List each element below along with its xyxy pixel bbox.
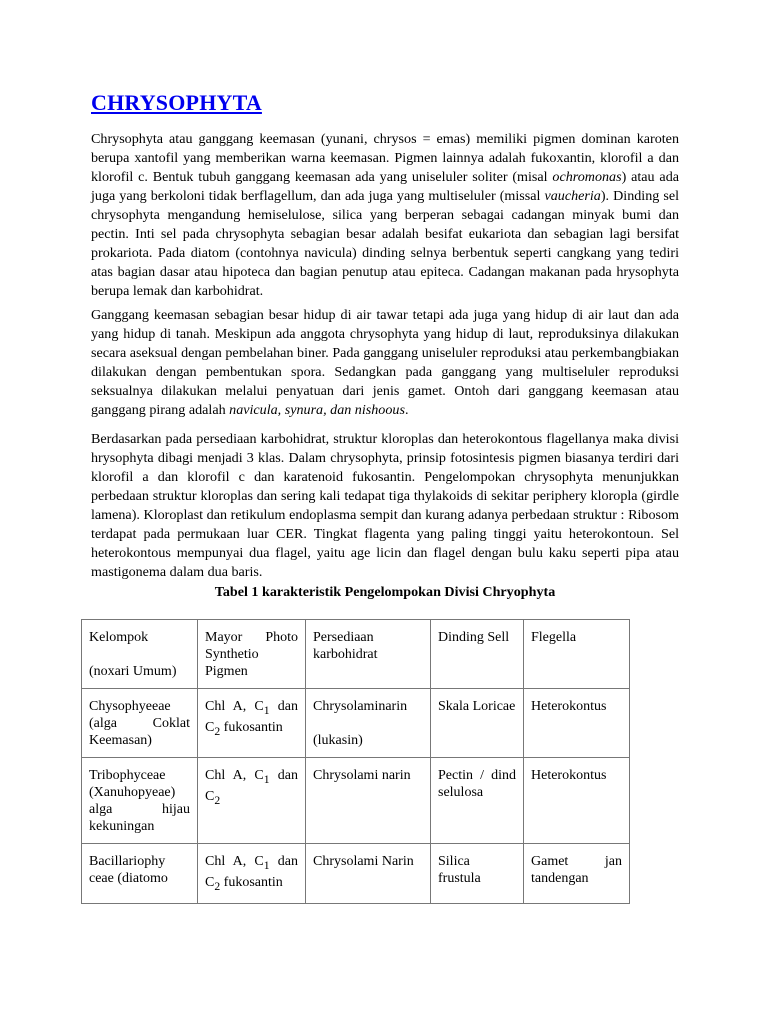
pigmen-text: Chl A, C — [205, 768, 264, 783]
cell-pigmen — [198, 844, 306, 904]
cell-pigmen — [198, 689, 306, 758]
header-kelompok — [82, 620, 198, 689]
pigmen-text: Chl A, C — [205, 699, 264, 714]
table-header-row — [82, 620, 630, 689]
pigmen-text: dan C — [205, 768, 299, 804]
paragraph-habitat-italic: navicula, synura, dan nishoous — [229, 402, 405, 418]
cell-karbohidrat: Chrysolami narin — [306, 758, 431, 844]
cell-karbohidrat: Chrysolami Narin — [306, 844, 431, 904]
paragraph-habitat-text: Ganggang keemasan sebagian besar hidup di air tawar tetapi ada juga yang hidup di air laut dan ada yang hidup di tanah. Meskipun ada anggota chrysophyta yang hidup di laut, reproduksinya dilakukan secara aseksual dengan pembelahan biner. Pada ganggang uniseluler reproduksi atau perkembangbiakan dilakukan dengan pembentukan spora. Sedangkan pada ganggang yang multiseluler reproduksi seksualnya dilakukan melalui penyatuan dari jenis gamet. Ontoh dari ganggang keemasan atau ganggang pirang adalah — [91, 307, 679, 418]
pigmen-text: Chl A, C — [205, 854, 264, 869]
paragraph-habitat-end: . — [404, 402, 409, 418]
cell-flagella: Heterokontus — [524, 689, 630, 758]
cell-kelompok: Tribophyceae (Xanuhopyeae) alga hijau kekuningan — [82, 758, 198, 844]
header-pigmen: Mayor Photo Synthetio Pigmen — [198, 620, 306, 689]
pigmen-subscript: 1 — [263, 772, 270, 786]
paragraph-intro-italic-2: vaucheria — [544, 188, 601, 204]
karbohidrat-text: Chrysolaminarin — [313, 699, 408, 714]
pigmen-text: dan C — [205, 854, 299, 890]
cell-kelompok: Bacillariophy ceae (diatomo — [82, 844, 198, 904]
pigmen-subscript: 1 — [263, 858, 270, 872]
table-caption: Tabel 1 karakteristik Pengelompokan Divisi Chryophyta — [214, 584, 556, 600]
cell-dinding: Skala Loricae — [431, 689, 524, 758]
cell-flagella — [524, 844, 630, 904]
pigmen-text: fukosantin — [220, 719, 283, 735]
header-karbohidrat: Persediaan karbohidrat — [306, 620, 431, 689]
paragraph-intro-italic-1: ochromonas — [552, 169, 622, 185]
pigmen-text: dan C — [205, 699, 299, 735]
paragraph-intro-text-2: ) atau ada juga yang berkoloni tidak berflagellum, dan ada juga yang multiseluler (missal — [91, 169, 679, 204]
cell-karbohidrat — [306, 689, 431, 758]
flagella-text: Gamet jan tandengan — [531, 854, 622, 886]
cell-flagella: Heterokontus — [524, 758, 630, 844]
pigmen-subscript: 1 — [263, 703, 270, 717]
paragraph-intro-text-3: ). Dinding sel chrysophyta mengandung hemiselulose, silica yang berperan sebagai cadangan minyak bumi dan pectin. Inti sel pada chrysophyta sebagian besar adalah besifat eukariota dan sebagian lagi bersifat prokariota. Pada diatom (contohnya navicula) dinding selnya berbentuk seperti cangkang yang tediri atas bagian dasar atau hipoteca dan bagian penutup atau epiteca. Cadangan makanan pada hrysophyta berupa lemak dan karbohidrat. — [91, 188, 680, 299]
pigmen-text: fukosantin — [220, 874, 283, 890]
paragraph-classification: Berdasarkan pada persediaan karbohidrat, struktur kloroplas dan heterokontous flagellanya maka divisi hrysophyta dibagi menjadi 3 klas. Dalam chrysophyta, prinsip fotosintesis pigmen biasanya terdiri dari klorofil a dan klorofil c dan karatenoid fukosantin. Pengelompokan chrysophyta menunjukkan perbedaan struktur kloroplas dan sering kali tedapat tiga thylakoids di sekitar periphery kloropla (girdle lamena). Kloroplast dan retikulum endoplasma sempit dan kurang adanya perbedaan struktur : Ribosom terdapat pada permukaan luar CER. Tingkat flagenta yang paling tinggi yaitu heterokontoun. Sel heterokontous mempunyai dua flagel, yaitu age licin dan flagel dengan bulu kaku seperti pipa atau mastigonema dalam dua baris. — [91, 431, 679, 580]
table-row — [82, 844, 630, 904]
pigmen-subscript: 2 — [214, 724, 221, 738]
table-row — [82, 758, 630, 844]
paragraph-habitat — [91, 306, 679, 420]
page-title[interactable]: CHRYSOPHYTA — [91, 90, 262, 115]
paragraph-intro — [91, 130, 679, 301]
cell-dinding: Silica frustula — [431, 844, 524, 904]
pigmen-subscript: 2 — [214, 879, 221, 893]
header-kelompok-label: Kelompok — [89, 630, 149, 645]
cell-kelompok: Chysophyeeae (alga Coklat Keemasan) — [82, 689, 198, 758]
header-dinding: Dinding Sell — [431, 620, 524, 689]
table-row — [82, 689, 630, 758]
header-flagella: Flegella — [524, 620, 630, 689]
cell-pigmen — [198, 758, 306, 844]
header-kelompok-sublabel: (noxari Umum) — [89, 664, 177, 679]
characteristics-table — [81, 619, 630, 904]
paragraph-intro-text-1: Chrysophyta atau ganggang keemasan (yunani, chrysos = emas) memiliki pigmen dominan karoten berupa xantofil yang memberikan warna keemasan. Pigmen lainnya adalah fukoxantin, klorofil a dan klorofil c. Bentuk tubuh ganggang keemasan ada yang uniseluler soliter (misal — [91, 131, 679, 185]
pigmen-subscript: 2 — [214, 793, 221, 807]
karbohidrat-subtext: (lukasin) — [313, 733, 363, 748]
cell-dinding: Pectin / dind selulosa — [431, 758, 524, 844]
